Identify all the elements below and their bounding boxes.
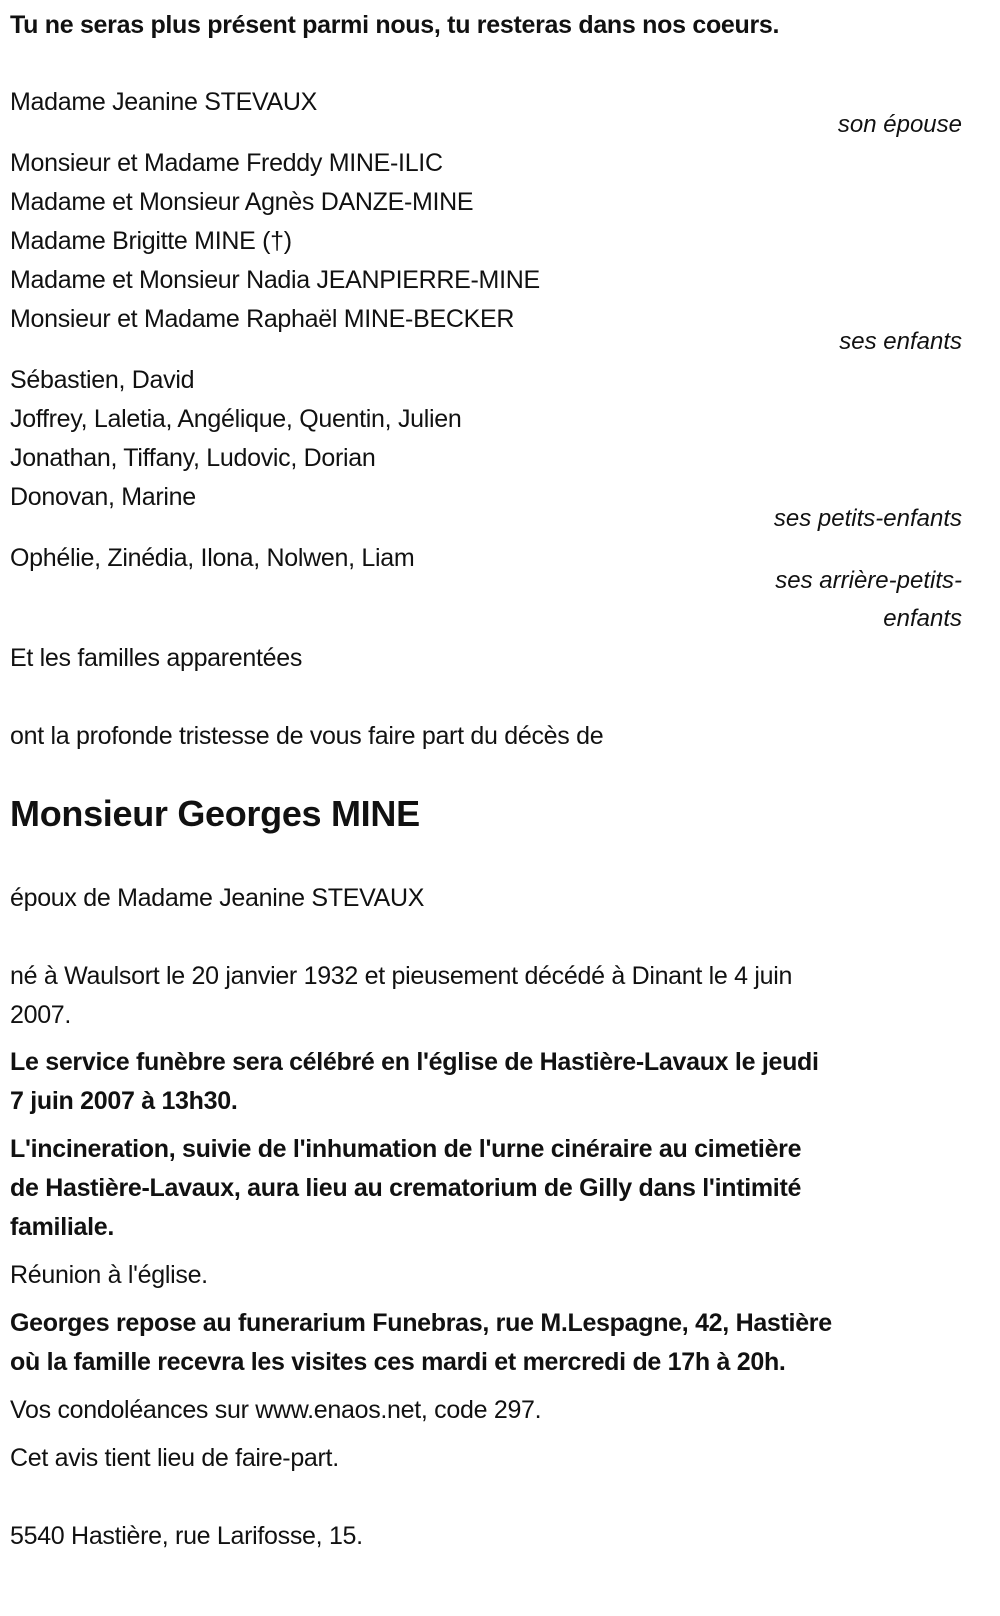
spouse-of: époux de Madame Jeanine STEVAUX xyxy=(10,884,425,912)
grandchildren-line: Joffrey, Laletia, Angélique, Quentin, Julien xyxy=(10,405,462,433)
incineration-info: familiale. xyxy=(10,1213,114,1241)
child-name: Madame et Monsieur Agnès DANZE-MINE xyxy=(10,188,474,216)
birth-death: né à Waulsort le 20 janvier 1932 et pieusement décédé à Dinant le 4 juin xyxy=(10,962,793,990)
incineration-info: de Hastière-Lavaux, aura lieu au crematorium de Gilly dans l'intimité xyxy=(10,1174,802,1202)
deceased-name: Monsieur Georges MINE xyxy=(10,793,420,834)
grandchildren-line: Jonathan, Tiffany, Ludovic, Dorian xyxy=(10,444,376,472)
birth-death: 2007. xyxy=(10,1001,72,1029)
related-families: Et les familles apparentées xyxy=(10,644,303,672)
condolences: Vos condoléances sur www.enaos.net, code 297. xyxy=(10,1396,542,1424)
spouse-label: son épouse xyxy=(837,111,962,138)
child-name: Monsieur et Madame Raphaël MINE-BECKER xyxy=(10,305,515,333)
rest-info: où la famille recevra les visites ces mardi et mercredi de 17h à 20h. xyxy=(10,1348,786,1376)
notice: Cet avis tient lieu de faire-part. xyxy=(10,1444,339,1472)
great-grandchildren-label: ses arrière-petits- xyxy=(775,567,962,594)
grandchildren-line: Donovan, Marine xyxy=(10,483,196,511)
service-info: Le service funèbre sera célébré en l'église de Hastière-Lavaux le jeudi xyxy=(10,1048,819,1076)
rest-info: Georges repose au funerarium Funebras, rue M.Lespagne, 42, Hastière xyxy=(10,1309,832,1337)
spouse-name: Madame Jeanine STEVAUX xyxy=(10,88,317,116)
child-name: Monsieur et Madame Freddy MINE-ILIC xyxy=(10,149,443,177)
announcement: ont la profonde tristesse de vous faire part du décès de xyxy=(10,722,604,750)
great-grandchildren-line: Ophélie, Zinédia, Ilona, Nolwen, Liam xyxy=(10,544,415,572)
child-name: Madame et Monsieur Nadia JEANPIERRE-MINE xyxy=(10,266,540,294)
child-name: Madame Brigitte MINE (†) xyxy=(10,227,292,255)
reunion: Réunion à l'église. xyxy=(10,1261,208,1289)
service-info: 7 juin 2007 à 13h30. xyxy=(10,1087,238,1115)
grandchildren-label: ses petits-enfants xyxy=(773,505,962,532)
address: 5540 Hastière, rue Larifosse, 15. xyxy=(10,1522,363,1550)
children-label: ses enfants xyxy=(839,328,962,355)
great-grandchildren-label: enfants xyxy=(883,605,962,632)
grandchildren-line: Sébastien, David xyxy=(10,366,195,394)
incineration-info: L'incineration, suivie de l'inhumation de l'urne cinéraire au cimetière xyxy=(10,1135,802,1163)
motto: Tu ne seras plus présent parmi nous, tu resteras dans nos coeurs. xyxy=(10,11,780,39)
